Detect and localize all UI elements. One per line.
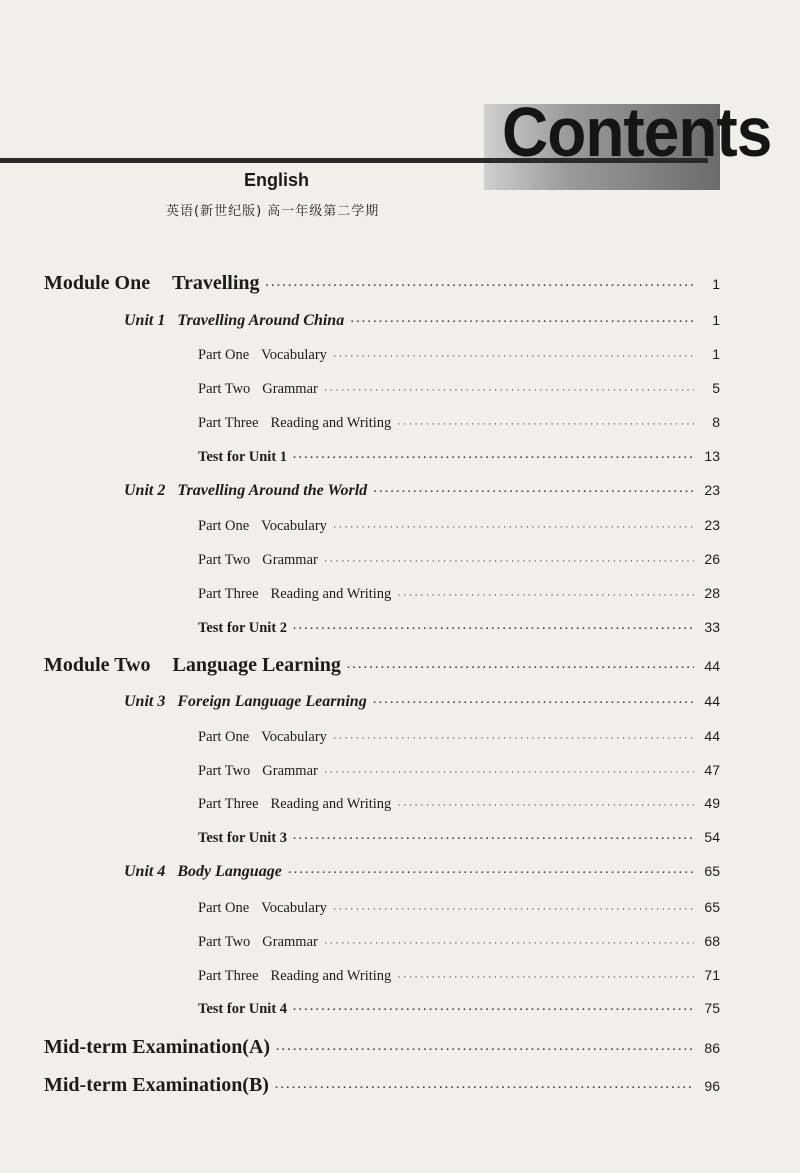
toc-entry-part[interactable] (198, 762, 720, 780)
toc-entry-test[interactable] (198, 619, 720, 637)
toc-entry-number: Unit 3 (124, 693, 166, 710)
toc-entry-part[interactable] (198, 551, 720, 569)
book-subtitle: 英语(新世纪版) 高一年级第二学期 (166, 204, 380, 219)
toc-entry-label: Grammar (262, 552, 318, 568)
toc-entry-title (198, 729, 327, 746)
toc-entry-number: Module Two (44, 654, 151, 676)
toc-entry-label: Reading and Writing (270, 968, 392, 984)
toc-entry-number: Unit 4 (124, 863, 166, 880)
toc-entry-label: Test for Unit 2 (198, 620, 288, 636)
dot-leader (373, 486, 694, 498)
toc-entry-number: Part One (198, 729, 250, 745)
toc-entry-number: Part One (198, 900, 250, 916)
page-number: 28 (704, 585, 720, 601)
toc-entry-label: Vocabulary (261, 518, 327, 534)
toc-entry-title (198, 620, 287, 637)
toc-entry-part[interactable] (198, 899, 720, 917)
toc-entry-label: Reading and Writing (270, 586, 392, 602)
toc-entry-label: Mid-term Examination(A) (44, 1036, 271, 1058)
toc-entry-title (198, 1001, 287, 1018)
toc-entry-title (124, 863, 282, 881)
toc-entry-title (198, 796, 391, 813)
dot-leader (397, 971, 694, 983)
page-number: 47 (704, 762, 720, 778)
page-number: 26 (704, 551, 720, 567)
toc-entry-title (198, 552, 318, 569)
page-number: 65 (704, 899, 720, 915)
toc-entry-number: Part Three (198, 968, 259, 984)
toc-entry-title (198, 968, 391, 985)
toc-entry-title (44, 1074, 269, 1097)
toc-entry-label: Test for Unit 3 (198, 830, 288, 846)
english-label: English (244, 170, 310, 190)
dot-leader (373, 697, 694, 709)
toc-entry-number: Part Three (198, 796, 259, 812)
toc-entry-title (124, 482, 367, 500)
dot-leader (333, 732, 694, 744)
toc-entry-label: Vocabulary (261, 347, 327, 363)
toc-entry-number: Module One (44, 272, 151, 294)
dot-leader (293, 623, 694, 635)
toc-entry-label: Vocabulary (261, 900, 327, 916)
page-number: 86 (704, 1040, 720, 1056)
page-number: 1 (712, 312, 720, 328)
toc-entry-test[interactable] (198, 448, 720, 466)
page-number: 54 (704, 829, 720, 845)
toc-entry-title (44, 1036, 270, 1059)
toc-entry-test[interactable] (198, 1000, 720, 1018)
page-number: 1 (712, 276, 720, 292)
page-number: 5 (712, 380, 720, 396)
page-number: 1 (712, 346, 720, 362)
toc-entry-title (198, 934, 318, 951)
toc-entry-label: Language Learning (172, 654, 341, 676)
contents-title: Contents (502, 93, 772, 171)
page-number: 71 (704, 967, 720, 983)
toc-entry-title (124, 693, 367, 711)
toc-entry-module[interactable] (44, 272, 720, 295)
toc-entry-unit[interactable] (124, 863, 720, 881)
toc-entry-part[interactable] (198, 346, 720, 364)
toc-entry-label: Test for Unit 1 (198, 449, 288, 465)
page-number: 33 (704, 619, 720, 635)
toc-entry-test[interactable] (198, 829, 720, 847)
dot-leader (333, 521, 694, 533)
dot-leader (324, 555, 694, 567)
page-number: 49 (704, 795, 720, 811)
toc-entry-title (198, 830, 287, 847)
toc-entry-number: Part One (198, 347, 250, 363)
dot-leader (350, 316, 694, 328)
dot-leader (333, 350, 694, 362)
dot-leader (324, 766, 694, 778)
toc-entry-part[interactable] (198, 728, 720, 746)
page-number: 13 (704, 448, 720, 464)
page-number: 68 (704, 933, 720, 949)
dot-leader (324, 937, 694, 949)
toc-entry-label: Travelling Around China (177, 312, 345, 329)
page-number: 75 (704, 1000, 720, 1016)
toc-entry-number: Part Two (198, 763, 251, 779)
toc-entry-unit[interactable] (124, 693, 720, 711)
toc-entry-label: Grammar (262, 934, 318, 950)
toc-entry-part[interactable] (198, 517, 720, 535)
toc-entry-part[interactable] (198, 585, 720, 603)
toc-entry-title (198, 518, 327, 535)
dot-leader (397, 799, 694, 811)
dot-leader (293, 1004, 694, 1016)
toc-entry-title (198, 449, 287, 466)
toc-entry-unit[interactable] (124, 482, 720, 500)
dot-leader (293, 833, 694, 845)
toc-entry-label: Travelling Around the World (177, 482, 368, 499)
toc-entry-title (198, 381, 318, 398)
page-number: 65 (704, 863, 720, 879)
toc-entry-part[interactable] (198, 414, 720, 432)
toc-entry-number: Part Two (198, 934, 251, 950)
page-number: 23 (704, 517, 720, 533)
toc-entry-number: Part Two (198, 381, 251, 397)
dot-leader (333, 903, 694, 915)
page-number: 96 (704, 1078, 720, 1094)
toc-entry-part[interactable] (198, 795, 720, 813)
page-number: 8 (712, 414, 720, 430)
page-number: 23 (704, 482, 720, 498)
toc-entry-unit[interactable] (124, 312, 720, 330)
toc-entry-title (198, 586, 391, 603)
toc-entry-label: Reading and Writing (270, 415, 392, 431)
page-number: 44 (704, 693, 720, 709)
toc-entry-title (124, 312, 344, 330)
dot-leader (276, 1044, 694, 1056)
toc-entry-title (198, 347, 327, 364)
toc-entry-title (198, 900, 327, 917)
toc-entry-label: Foreign Language Learning (177, 693, 367, 710)
dot-leader (266, 280, 694, 292)
toc-entry-number: Part Two (198, 552, 251, 568)
toc-entry-label: Test for Unit 4 (198, 1001, 288, 1017)
dot-leader (324, 384, 694, 396)
toc-entry-number: Part Three (198, 586, 259, 602)
toc-entry-number: Part One (198, 518, 250, 534)
dot-leader (397, 589, 694, 601)
toc-entry-part[interactable] (198, 967, 720, 985)
toc-entry-label: Grammar (262, 763, 318, 779)
toc-entry-number: Unit 2 (124, 482, 166, 499)
toc-entry-label: Travelling (172, 272, 260, 294)
toc-entry-label: Vocabulary (261, 729, 327, 745)
toc-entry-part[interactable] (198, 380, 720, 398)
dot-leader (288, 867, 694, 879)
toc-entry-module[interactable] (44, 1036, 720, 1059)
page-number: 44 (704, 658, 720, 674)
toc-entry-title (44, 654, 341, 677)
dot-leader (347, 662, 694, 674)
dot-leader (293, 452, 694, 464)
toc-entry-label: Reading and Writing (270, 796, 392, 812)
toc-entry-title (44, 272, 260, 295)
toc-entry-number: Part Three (198, 415, 259, 431)
toc-entry-title (198, 415, 391, 432)
toc-entry-module[interactable] (44, 1074, 720, 1097)
toc-entry-part[interactable] (198, 933, 720, 951)
toc-entry-module[interactable] (44, 654, 720, 677)
toc-entry-label: Mid-term Examination(B) (44, 1074, 269, 1096)
toc-entry-title (198, 763, 318, 780)
toc-entry-number: Unit 1 (124, 312, 166, 329)
toc-entry-label: Grammar (262, 381, 318, 397)
page-number: 44 (704, 728, 720, 744)
dot-leader (397, 418, 694, 430)
toc-entry-label: Body Language (177, 863, 282, 880)
dot-leader (275, 1082, 694, 1094)
